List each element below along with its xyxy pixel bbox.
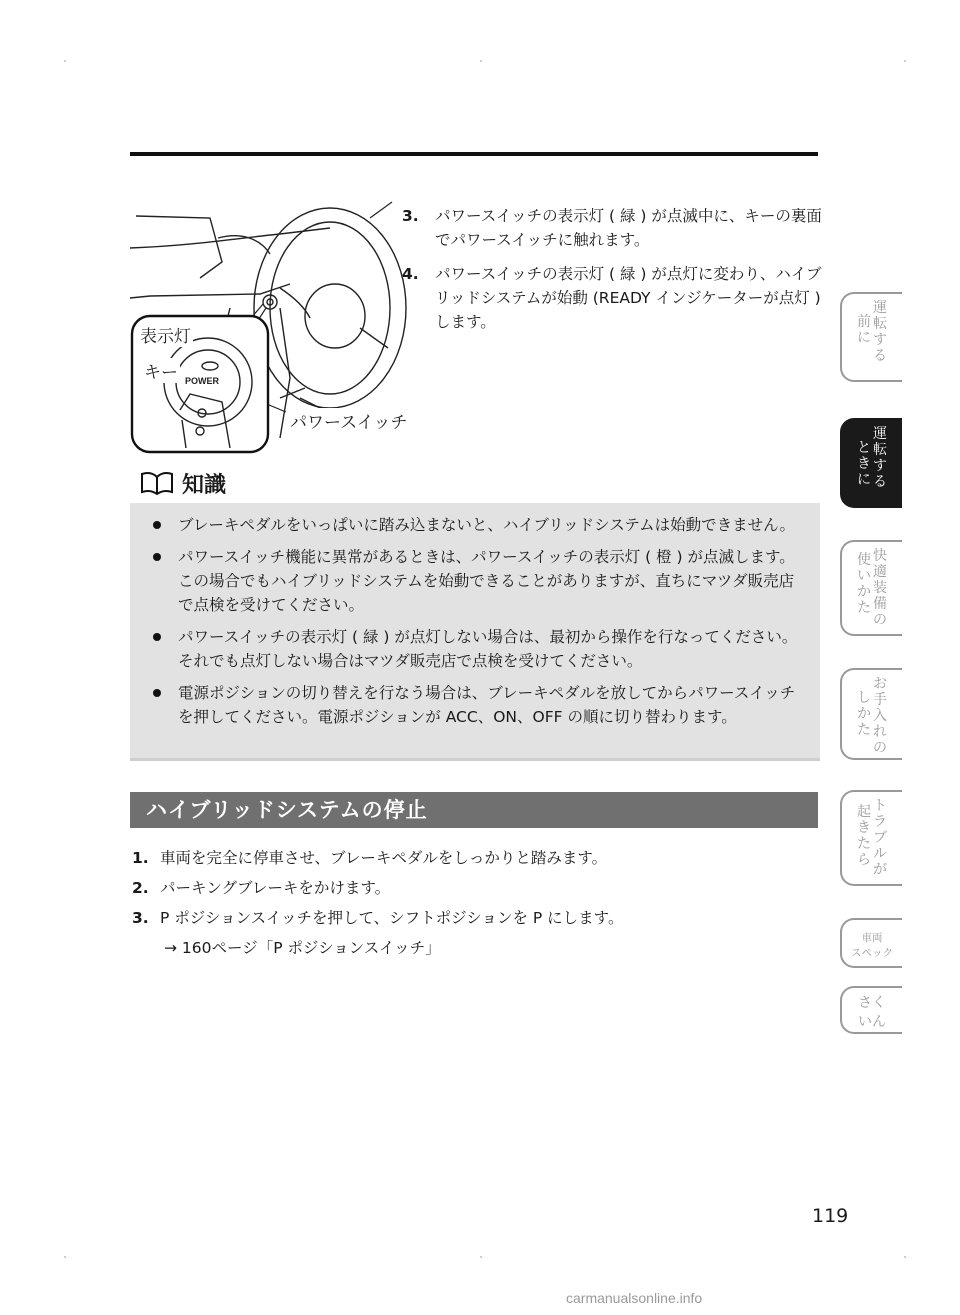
knowledge-title: 知識: [182, 472, 227, 498]
tab-col: 快 適 装 備 の: [873, 548, 887, 628]
tab-while-driving[interactable]: [840, 418, 902, 508]
tab-before-driving[interactable]: [840, 292, 902, 382]
tab-col: 運 転 す る: [873, 300, 887, 364]
label-power-switch: パワースイッチ: [288, 408, 409, 433]
page-number: 119: [812, 1205, 849, 1227]
steps-top: [402, 204, 822, 344]
tab-col: 運 転 す る: [873, 426, 887, 490]
tab-row: スペック: [851, 947, 893, 959]
tab-index[interactable]: [840, 986, 902, 1034]
step-text: パワースイッチの表示灯 ( 緑 ) が点灯に変わり、ハイブリッドシステムが始動 (READY インジケーターが点灯 ) します。: [435, 265, 822, 331]
tab-trouble[interactable]: [840, 790, 902, 886]
registration-mark: [904, 1256, 906, 1258]
registration-mark: [64, 1256, 66, 1258]
tab-col: 起 き た ら: [857, 804, 871, 868]
tab-row: さく: [858, 995, 886, 1011]
knowledge-item: パワースイッチ機能に異常があるときは、パワースイッチの表示灯 ( 橙 ) が点滅します。この場合でもハイブリッドシステムを始動できることがありますが、直ちにマツダ販売店で点検を受けてください。: [142, 545, 802, 617]
tab-equipment[interactable]: [840, 540, 902, 636]
registration-mark: [64, 60, 66, 62]
book-icon: [140, 470, 174, 496]
section-title: ハイブリッドシステムの停止: [146, 798, 428, 822]
step-text: パワースイッチの表示灯 ( 緑 ) が点滅中に、キーの裏面でパワースイッチに触れます。: [435, 207, 822, 249]
step-4: 4. パワースイッチの表示灯 ( 緑 ) が点灯に変わり、ハイブリッドシステムが始動 (READY インジケーターが点灯 ) します。: [402, 265, 822, 331]
tab-row: 車両: [861, 932, 883, 944]
tab-col: し か た: [857, 690, 871, 738]
tab-row: いん: [858, 1014, 886, 1030]
knowledge-heading: [140, 466, 226, 500]
stop-step-1: 1. 車両を完全に停車させ、ブレーキペダルをしっかりと踏みます。: [132, 849, 608, 867]
tab-col: 使 い か た: [857, 552, 871, 616]
tab-col: お 手 入 れ の: [873, 676, 887, 756]
tab-col: と き に: [857, 440, 871, 488]
label-key: キー: [142, 358, 180, 383]
stop-step-3: 3. P ポジションスイッチを押して、シフトポジションを P にします。: [132, 909, 624, 927]
label-indicator: 表示灯: [138, 322, 193, 347]
page-reference-link[interactable]: → 160ページ「P ポジションスイッチ」: [164, 939, 441, 957]
knowledge-item: パワースイッチの表示灯 ( 緑 ) が点灯しない場合は、最初から操作を行なってください。それでも点灯しない場合はマツダ販売店で点検を受けてください。: [142, 625, 802, 673]
power-text: POWER: [185, 376, 220, 386]
tab-col: ト ラ ブ ル が: [873, 798, 887, 878]
tab-maintenance[interactable]: [840, 668, 902, 760]
watermark: carmanualsonline.info: [566, 1290, 703, 1306]
tab-specs[interactable]: [840, 918, 902, 968]
registration-mark: [480, 1256, 482, 1258]
stop-step-2: 2. パーキングブレーキをかけます。: [132, 879, 391, 897]
knowledge-item: ブレーキペダルをいっぱいに踏み込まないと、ハイブリッドシステムは始動できません。: [142, 513, 802, 537]
knowledge-box: [130, 503, 820, 761]
power-switch-illustration: [130, 198, 408, 454]
knowledge-item: 電源ポジションの切り替えを行なう場合は、ブレーキペダルを放してからパワースイッチを押してください。電源ポジションが ACC、ON、OFF の順に切り替わります。: [142, 681, 802, 729]
step-3: 3. パワースイッチの表示灯 ( 緑 ) が点滅中に、キーの裏面でパワースイッチに触れます。: [402, 207, 822, 249]
registration-mark: [904, 60, 906, 62]
top-rule: [130, 152, 818, 156]
section-heading-bar: [130, 792, 818, 828]
tab-col: 前 に: [857, 314, 871, 346]
steps-bottom: [132, 846, 812, 960]
registration-mark: [480, 60, 482, 62]
